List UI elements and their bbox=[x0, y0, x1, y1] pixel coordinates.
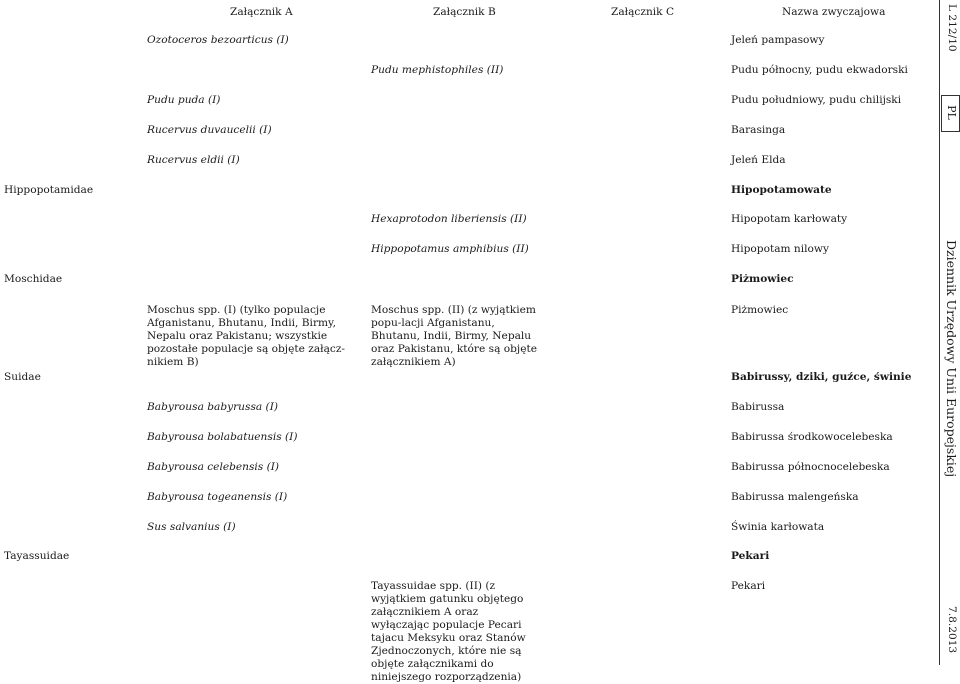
species-a: Rucervus duvaucelii (I) bbox=[147, 124, 272, 136]
common-name: Babirussy, dziki, guźce, świnie bbox=[731, 371, 912, 383]
family-name: Tayassuidae bbox=[4, 550, 70, 562]
species-a: Ozotoceros bezoarticus (I) bbox=[147, 34, 289, 46]
common-name: Barasinga bbox=[731, 124, 786, 136]
species-a: Sus salvanius (I) bbox=[147, 521, 236, 533]
common-name: Babirussa bbox=[731, 401, 785, 413]
margin-rule bbox=[939, 0, 940, 665]
header-col-b: Załącznik B bbox=[433, 6, 496, 18]
table-row bbox=[0, 491, 928, 511]
common-name: Hipopotamowate bbox=[731, 184, 832, 196]
family-row bbox=[0, 550, 928, 570]
header-col-c: Załącznik C bbox=[611, 6, 675, 18]
language-code: PL bbox=[944, 105, 958, 120]
table-row bbox=[0, 580, 928, 683]
common-name: Hipopotam karłowaty bbox=[731, 213, 848, 225]
species-a: Pudu puda (I) bbox=[147, 94, 221, 106]
common-name: Świnia karłowata bbox=[731, 521, 825, 533]
table-row bbox=[0, 243, 928, 263]
species-a: Babyrousa celebensis (I) bbox=[147, 461, 280, 473]
table-row bbox=[0, 304, 928, 368]
species-a: Rucervus eldii (I) bbox=[147, 154, 240, 166]
family-row bbox=[0, 273, 928, 293]
family-name: Moschidae bbox=[4, 273, 63, 285]
common-name: Babirussa malengeńska bbox=[731, 491, 859, 503]
table-row bbox=[0, 94, 928, 114]
species-b: Tayassuidae spp. (II) (z wyjątkiem gatunku objętego załącznikiem A oraz wyłączając populacje Pecari tajacu Meksyku oraz Stanów Zjednoczonych, które nie są objęte załącznikami do niniejszego rozporządzenia) bbox=[371, 580, 526, 683]
table-row bbox=[0, 124, 928, 144]
common-name: Pekari bbox=[731, 580, 766, 592]
family-name: Suidae bbox=[4, 371, 41, 383]
common-name: Piżmowiec bbox=[731, 304, 789, 316]
family-row bbox=[0, 371, 928, 391]
common-name: Jeleń pampasowy bbox=[731, 34, 825, 46]
species-a: Babyrousa babyrussa (I) bbox=[147, 401, 279, 413]
table-row bbox=[0, 431, 928, 451]
journal-title: Dziennik Urzędowy Unii Europejskiej bbox=[944, 240, 959, 478]
common-name: Pekari bbox=[731, 550, 770, 562]
family-name: Hippopotamidae bbox=[4, 184, 94, 196]
table-row bbox=[0, 401, 928, 421]
table-row bbox=[0, 461, 928, 481]
species-a: Moschus spp. (I) (tylko populacje Afganistanu, Bhutanu, Indii, Birmy, Nepalu oraz Pakistanu; wszystkie pozostałe populacje są objęte załącz-nikiem B) bbox=[147, 304, 345, 368]
publication-date: 7.8.2013 bbox=[946, 606, 958, 654]
common-name: Pudu północny, pudu ekwadorski bbox=[731, 64, 908, 76]
language-box bbox=[941, 95, 960, 132]
table-row bbox=[0, 521, 928, 541]
species-b: Hexaprotodon liberiensis (II) bbox=[371, 213, 527, 225]
table-row bbox=[0, 213, 928, 233]
common-name: Pudu południowy, pudu chilijski bbox=[731, 94, 902, 106]
header-col-a: Załącznik A bbox=[230, 6, 293, 18]
common-name: Babirussa środkowocelebeska bbox=[731, 431, 893, 443]
table-row bbox=[0, 34, 928, 54]
table-row bbox=[0, 154, 928, 174]
header-col-name: Nazwa zwyczajowa bbox=[782, 6, 886, 18]
common-name: Hipopotam nilowy bbox=[731, 243, 829, 255]
common-name: Piżmowiec bbox=[731, 273, 794, 285]
species-b: Hippopotamus amphibius (II) bbox=[371, 243, 529, 255]
common-name: Jeleń Elda bbox=[731, 154, 786, 166]
page-reference: L 212/10 bbox=[946, 4, 958, 52]
species-b: Pudu mephistophiles (II) bbox=[371, 64, 504, 76]
family-row bbox=[0, 184, 928, 204]
species-b: Moschus spp. (II) (z wyjątkiem popu-lacji Afganistanu, Bhutanu, Indii, Birmy, Nepalu oraz Pakistanu, które są objęte załącznikiem A) bbox=[371, 304, 537, 368]
common-name: Babirussa północnocelebeska bbox=[731, 461, 890, 473]
species-a: Babyrousa bolabatuensis (I) bbox=[147, 431, 298, 443]
table-row bbox=[0, 64, 928, 84]
species-a: Babyrousa togeanensis (I) bbox=[147, 491, 288, 503]
